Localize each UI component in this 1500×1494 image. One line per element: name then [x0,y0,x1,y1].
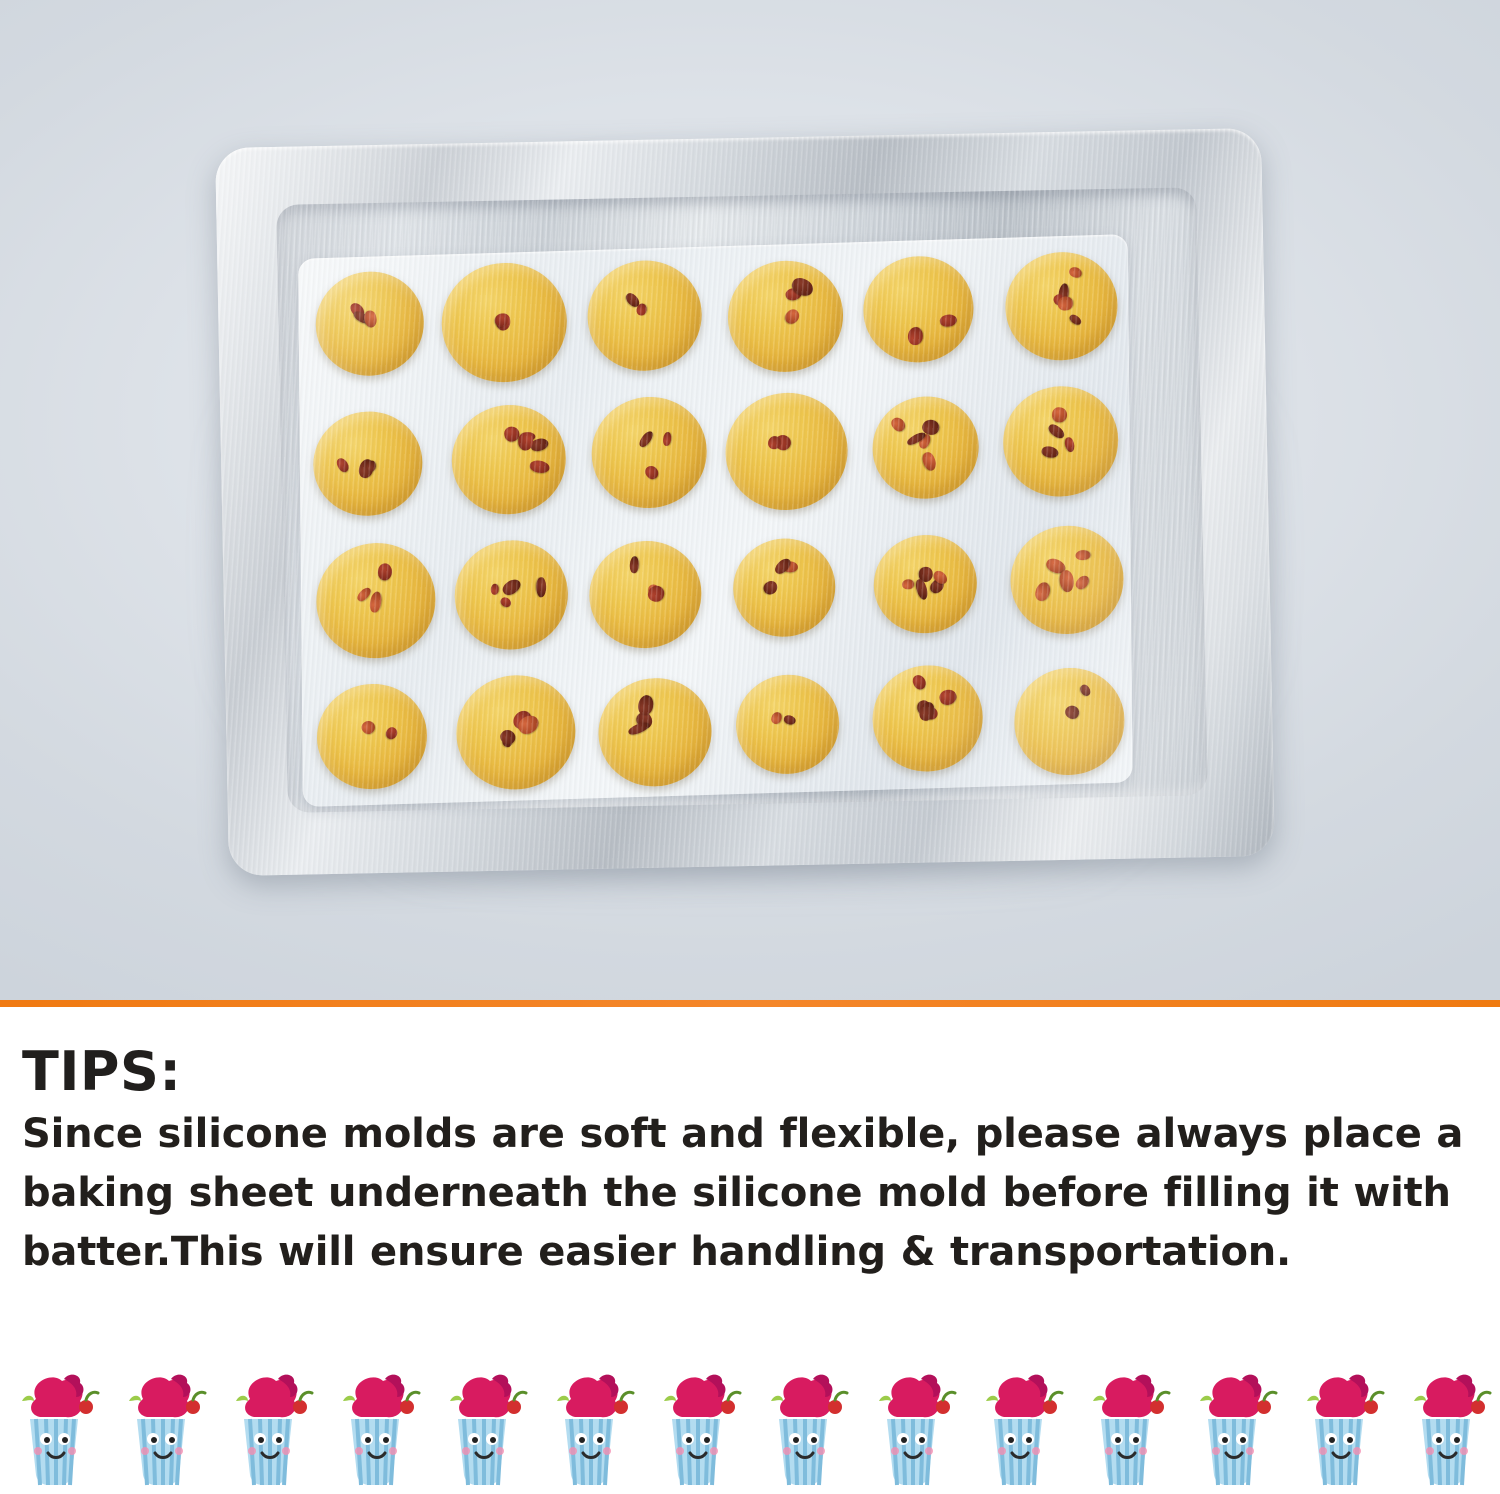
cupcake-icon [541,1369,637,1489]
cupcake-icon [755,1369,851,1489]
muffin [585,387,713,517]
muffin [447,397,570,522]
cupcake-icon-strip [0,1365,1500,1493]
cupcake-icon [1077,1369,1173,1489]
muffin [1001,381,1120,502]
cupcake-icon [6,1369,102,1489]
muffin [722,386,850,516]
muffin [306,401,429,527]
muffin [998,242,1125,372]
muffin [309,262,430,385]
muffin [1005,517,1129,644]
muffin [584,531,707,656]
tips-body: Since silicone molds are soft and flexible, please always place a baking sheet underneath the silicone mold before filling it with batter.This will ensure easier handling & transportation. [22,1111,1464,1276]
muffin-top [733,537,836,638]
muffin [450,533,572,657]
cupcake-icon [1398,1369,1494,1489]
muffin-top [598,676,712,788]
muffin-chip [1057,296,1072,310]
muffin-chip [1075,550,1090,560]
cupcake-icon [327,1369,423,1489]
muffin [440,257,569,388]
muffin-chip [908,327,923,345]
tips-title: TIPS: [22,1040,182,1103]
muffin-top [725,391,848,512]
cupcake-icon [113,1369,209,1489]
muffin [868,526,983,643]
muffin [591,668,718,797]
muffin-top [587,259,703,372]
muffin-top [589,539,702,650]
muffin-top [591,395,708,509]
muffin-top [316,682,427,791]
muffin-top [451,403,566,515]
cupcake-icon [1291,1369,1387,1489]
muffin [727,529,843,647]
cupcake-icon [648,1369,744,1489]
cupcake-icon [970,1369,1066,1489]
muffin-grid [299,236,1135,809]
muffin [315,679,429,795]
muffin [725,255,845,377]
cupcake-icon [434,1369,530,1489]
muffin [1008,659,1132,785]
orange-divider [0,1000,1500,1007]
cupcake-icon [220,1369,316,1489]
muffin-top [1013,667,1125,777]
cupcake-icon [1184,1369,1280,1489]
muffin [868,658,987,779]
muffin [585,255,704,376]
muffin-top [454,539,568,651]
muffin-top [736,673,841,775]
baking-tray [215,128,1275,876]
muffin [730,665,846,783]
muffin-top [456,674,577,792]
muffin-top [862,255,974,365]
muffin-top [1003,384,1119,497]
muffin [313,537,439,665]
muffin [869,389,983,505]
muffin [454,669,579,796]
muffin [857,247,979,371]
cupcake-icon [863,1369,959,1489]
